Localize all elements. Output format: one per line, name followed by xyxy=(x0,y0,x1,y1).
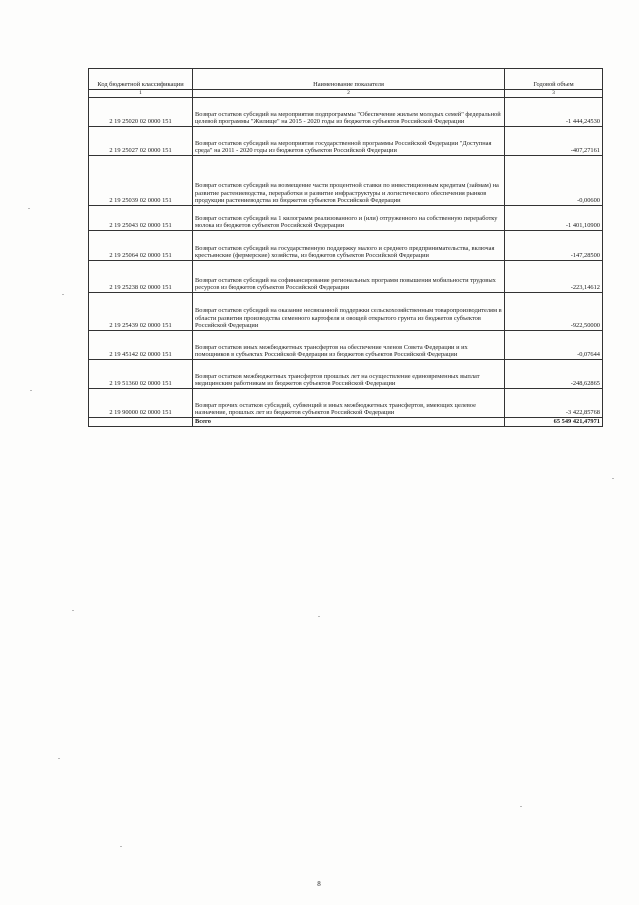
table-row xyxy=(89,156,603,206)
row-value: -3 422,85768 xyxy=(505,389,603,418)
row-name: Возврат остатков субсидий на оказание несвязанной поддержки сельскохозяйственным товаропроизводителям в области развития производства семенного картофеля и овощей открытого грунта из бюджетов субъектов Российской Федерации xyxy=(193,293,505,331)
header-value: Годовой объем xyxy=(505,69,603,90)
row-name: Возврат остатков субсидий на мероприятия государственной программы Российской Федерации "Доступная среда" на 2011 - 2020 годы из бюджетов субъектов Российской Федерации xyxy=(193,127,505,156)
row-value: -223,14612 xyxy=(505,261,603,293)
table-row xyxy=(89,360,603,389)
row-name: Возврат остатков субсидий на мероприятия подпрограммы "Обеспечение жильем молодых семей" федеральной целевой программы "Жилище" на 2015 - 2020 годы из бюджетов субъектов Российской Федерации xyxy=(193,98,505,127)
row-name: Возврат прочих остатков субсидий, субвенций и иных межбюджетных трансфертов, имеющих целевое назначение, прошлых лет из бюджетов субъектов Российской Федерации xyxy=(193,389,505,418)
scan-speck xyxy=(520,806,522,807)
table-row xyxy=(89,261,603,293)
scan-speck xyxy=(318,616,320,617)
row-name: Возврат остатков иных межбюджетных трансфертов на обеспечение членов Совета Федерации и их помощников в субъектах Российской Федерации из бюджетов субъектов Российской Федерации xyxy=(193,331,505,360)
column-number: 3 xyxy=(505,90,603,98)
scan-speck xyxy=(120,846,122,847)
table-row xyxy=(89,127,603,156)
table-row xyxy=(89,293,603,331)
table-row xyxy=(89,206,603,231)
row-name: Возврат остатков субсидий на возмещение части процентной ставки по инвестиционным кредитам (займам) на развитие растениеводства, переработки и развитие инфраструктуры и логистического обеспечения рынков продукции растениеводства из бюджетов субъектов Российской Федерации xyxy=(193,156,505,206)
row-code: 2 19 25020 02 0000 151 xyxy=(89,98,193,127)
column-number-row xyxy=(89,90,603,98)
column-number: 2 xyxy=(193,90,505,98)
row-value: -147,28500 xyxy=(505,231,603,261)
total-row xyxy=(89,418,603,427)
row-code: 2 19 51360 02 0000 151 xyxy=(89,360,193,389)
scan-speck xyxy=(72,610,74,611)
row-value: -0,07644 xyxy=(505,331,603,360)
page-number: 8 xyxy=(317,880,321,888)
row-code: 2 19 25064 02 0000 151 xyxy=(89,231,193,261)
row-code: 2 19 45142 02 0000 151 xyxy=(89,331,193,360)
row-code: 2 19 25043 02 0000 151 xyxy=(89,206,193,231)
row-value: -0,00600 xyxy=(505,156,603,206)
scan-speck xyxy=(30,390,32,391)
row-code: 2 19 25027 02 0000 151 xyxy=(89,127,193,156)
header-name: Наименование показателя xyxy=(193,69,505,90)
row-name: Возврат остатков субсидий на государственную поддержку малого и среднего предпринимательства, включая крестьянские (фермерские) хозяйства, из бюджетов субъектов Российской Федерации xyxy=(193,231,505,261)
scan-speck xyxy=(58,758,60,759)
table-row xyxy=(89,231,603,261)
row-value: -407,27161 xyxy=(505,127,603,156)
table-row xyxy=(89,331,603,360)
scan-speck xyxy=(62,294,64,295)
header-code: Код бюджетной классификации xyxy=(89,69,193,90)
column-number: 1 xyxy=(89,90,193,98)
table-row xyxy=(89,389,603,418)
total-empty-cell xyxy=(89,418,193,427)
row-name: Возврат остатков субсидий на 1 килограмм реализованного и (или) отгруженного на собственную переработку молока из бюджетов субъектов Российской Федерации xyxy=(193,206,505,231)
row-code: 2 19 25439 02 0000 151 xyxy=(89,293,193,331)
total-label: Всего xyxy=(193,418,505,427)
row-value: -1 401,10900 xyxy=(505,206,603,231)
table-header-row xyxy=(89,69,603,90)
row-code: 2 19 25039 02 0000 151 xyxy=(89,156,193,206)
row-name: Возврат остатков субсидий на софинансирование региональных программ повышения мобильности трудовых ресурсов из бюджетов субъектов Российской Федерации xyxy=(193,261,505,293)
row-value: -248,62865 xyxy=(505,360,603,389)
row-name: Возврат остатков межбюджетных трансфертов прошлых лет на осуществление единовременных выплат медицинским работникам из бюджетов субъектов Российской Федерации xyxy=(193,360,505,389)
row-value: -1 444,24530 xyxy=(505,98,603,127)
scan-speck xyxy=(28,208,30,209)
row-value: -922,50000 xyxy=(505,293,603,331)
row-code: 2 19 25238 02 0000 151 xyxy=(89,261,193,293)
scan-speck xyxy=(612,478,614,479)
budget-table xyxy=(88,68,603,427)
table-row xyxy=(89,98,603,127)
total-value: 65 549 421,47971 xyxy=(505,418,603,427)
row-code: 2 19 90000 02 0000 151 xyxy=(89,389,193,418)
